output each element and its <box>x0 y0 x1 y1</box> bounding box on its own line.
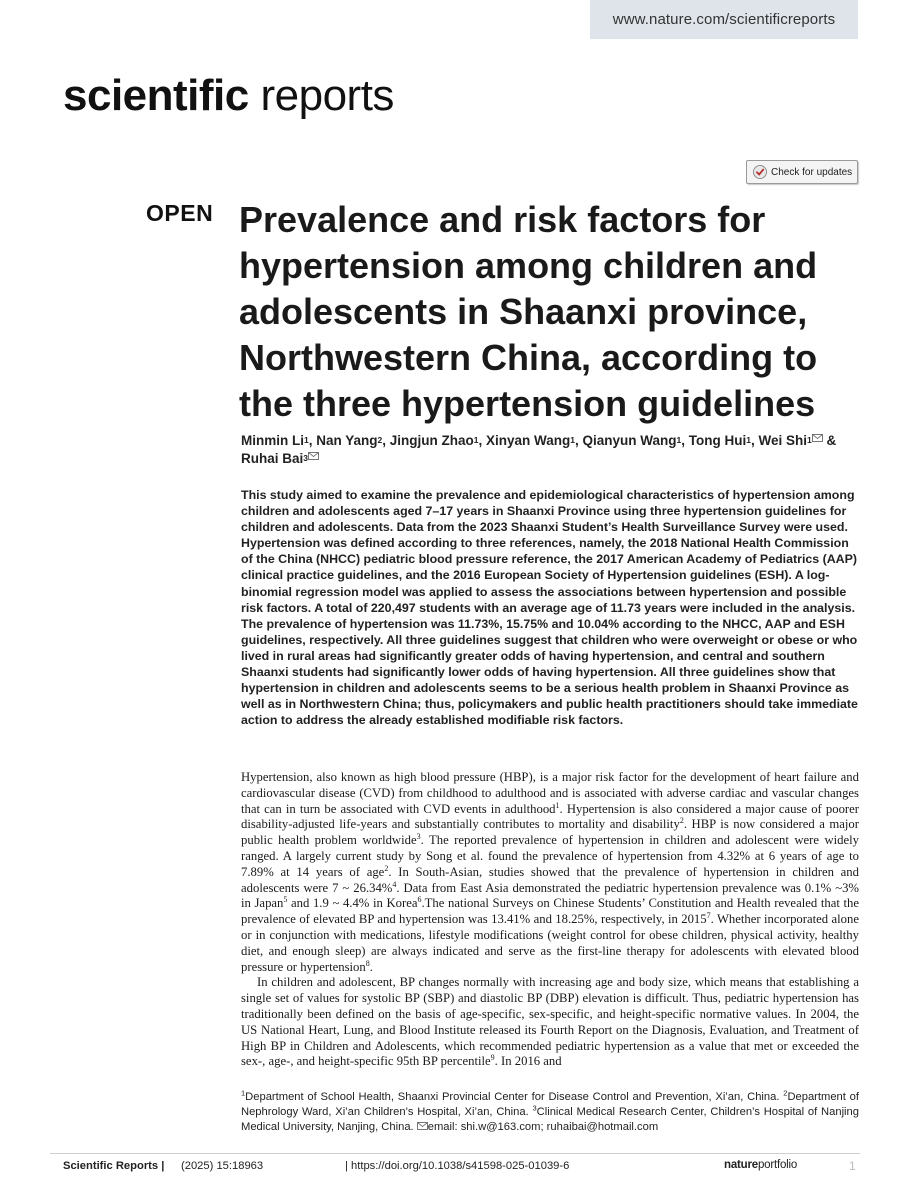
author[interactable] <box>316 433 382 448</box>
author-separator: & <box>822 433 837 448</box>
body-text: . In South-Asian, studies showed that the prevalence of hypertension in children and adolescents were 7 ~ 26.34% <box>241 864 859 895</box>
journal-logo-bold: scientific <box>63 71 249 120</box>
check-for-updates-button[interactable] <box>746 160 858 184</box>
body-superscript: 9 <box>490 1053 495 1063</box>
author-list <box>241 432 861 468</box>
author[interactable] <box>390 433 479 448</box>
author-separator: , <box>575 433 583 448</box>
journal-url[interactable]: www.nature.com/scientificreports <box>590 0 858 39</box>
author-separator: , <box>382 433 390 448</box>
page-number: 1 <box>849 1159 856 1173</box>
body-superscript: 1 <box>555 800 560 810</box>
body-text: . Whether incorporated alone or in conjunction with medications, lifestyle modifications (weight control for obese children, physical activity, healthy diet, and enough sleep) are always indicated and serve as the first-line therapy for adolescents with elevated blood pressure or hypertension <box>241 912 859 974</box>
author-name: Minmin Li <box>241 433 304 448</box>
open-access-label: OPEN <box>146 200 214 226</box>
corresponding-author-email-icon <box>308 452 319 460</box>
body-text: Hypertension, also known as high blood pressure (HBP), is a major risk factor for the development of heart failure and cardiovascular disease (CVD) from childhood to adulthood and is associated with adverse cardiac and vascular changes that can in turn be associated with CVD events in adulthood <box>241 770 859 816</box>
author-affiliation: 2 <box>377 435 383 445</box>
author[interactable] <box>759 433 823 448</box>
author-name: Nan Yang <box>316 433 378 448</box>
body-text: .The national Surveys on Chinese Students’ Constitution and Health revealed that the prevalence of elevated BP and hypertension was 13.41% and 18.25%, respectively, in 2015 <box>241 896 859 927</box>
body-text <box>241 770 859 1070</box>
article-title: Prevalence and risk factors for hypertension among children and adolescents in Shaanxi province, Northwestern China, according to the three hypertension guidelines <box>239 199 818 424</box>
author-name: Qianyun Wang <box>582 433 677 448</box>
author[interactable] <box>689 433 751 448</box>
author[interactable] <box>241 451 319 466</box>
footer-journal-name: Scientific Reports | <box>63 1160 165 1172</box>
crossmark-icon <box>753 165 767 179</box>
body-superscript: 3 <box>416 831 421 841</box>
author[interactable] <box>583 433 682 448</box>
affiliations <box>241 1090 859 1135</box>
body-superscript: 2 <box>384 863 389 873</box>
email-icon <box>417 1122 428 1130</box>
author-separator: , <box>308 433 317 448</box>
body-superscript: 7 <box>706 910 711 920</box>
body-text: . Data from East Asia demonstrated the pediatric hypertension prevalence was 0.1% ~3% in Japan <box>241 880 859 911</box>
body-text: . Hypertension is also considered a major cause of poorer disability-adjusted life-years and substantially contributes to mortality and disability <box>241 801 859 832</box>
author-affiliation: 1 <box>304 435 309 445</box>
author-separator: , <box>478 433 487 448</box>
author-name: Wei Shi <box>758 433 808 448</box>
check-for-updates-label: Check for updates <box>771 166 853 178</box>
affiliation-text: Department of Nephrology Ward, Xi’an Children’s Hospital, Xi’an, China. <box>241 1091 860 1118</box>
author-affiliation: 1 <box>570 435 576 445</box>
body-paragraph <box>241 975 859 1070</box>
footer-divider <box>50 1153 860 1154</box>
page-footer <box>63 1160 858 1176</box>
body-paragraph <box>241 770 859 975</box>
author-affiliation: 1 <box>676 435 682 445</box>
author-separator: , <box>751 433 759 448</box>
affiliation-superscript: 2 <box>783 1088 788 1098</box>
author-name: Tong Hui <box>688 433 747 448</box>
body-superscript: 8 <box>365 958 370 968</box>
body-text: . HBP is now considered a major public health problem worldwide <box>241 817 859 848</box>
author-name: Ruhai Bai <box>241 451 304 466</box>
body-superscript: 6 <box>417 895 422 905</box>
author-name: Jingjun Zhao <box>389 433 474 448</box>
abstract: This study aimed to examine the prevalence and epidemiological characteristics of hypertension among children and adolescents aged 7–17 years in Shaanxi Province using three hypertension guidelines for children and adolescents. Data from the 2023 Shaanxi Student’s Health Surveillance Survey were used. Hypertension was defined according to three references, namely, the 2018 National Health Commission of the China (NHCC) pediatric blood pressure reference, the 2017 American Academy of Pediatrics (AAP) clinical practice guidelines, and the 2016 European Society of Hypertension guidelines (ESH). A log-binomial regression model was applied to assess the associations between hypertension and possible risk factors. A total of 220,497 students with an average age of 11.73 years were included in the analysis. The prevalence of hypertension was 11.73%, 15.75% and 10.04% according to the NHCC, AAP and ESH guidelines, respectively. All three guidelines suggest that children who were overweight or obese or who lived in rural areas had significantly greater odds of having hypertension, and central and southern Shaanxi students had significantly lower odds of having hypertension. All three guidelines show that hypertension in children and adolescents seems to be a serious health problem in Shaanxi Province as well as in Northwestern China; thus, policymakers and public health practitioners should take immediate action to address the already established modifiable risk factors. <box>241 488 858 728</box>
author-affiliation: 1 <box>807 435 812 445</box>
author-name: Xinyan Wang <box>486 433 571 448</box>
author[interactable] <box>241 433 309 448</box>
author-affiliation: 1 <box>746 435 752 445</box>
author-affiliation: 1 <box>473 435 479 445</box>
body-text: . The reported prevalence of hypertension in children and adolescent were widely ranged. A largely current study by Song et al. found the prevalence of hypertension from 4.32% at 6 years of age to 7.89% at 14 years of age <box>241 833 859 879</box>
affiliation-text: Clinical Medical Research Center, Children’s Hospital of Nanjing Medical University, Nanjing, China. <box>241 1106 859 1133</box>
affiliation-text: Department of School Health, Shaanxi Provincial Center for Disease Control and Prevention, Xi’an, China. <box>245 1091 784 1103</box>
body-text: . In 2016 and <box>494 1054 562 1069</box>
body-text: . <box>369 959 373 974</box>
body-superscript: 4 <box>392 879 397 889</box>
body-superscript: 5 <box>283 895 288 905</box>
body-text: In children and adolescent, BP changes normally with increasing age and body size, which means that establishing a single set of values for systolic BP (SBP) and diastolic BP (DBP) elevation is difficult. Thus, pediatric hypertension has traditionally been defined on the basis of age-specific, sex-specific, and height-specific normative values. In 2004, the US National Heart, Lung, and Blood Institute released its Fourth Report on the Diagnosis, Evaluation, and Treatment of High BP in Children and Adolescents, which recommended pediatric hypertension as a value that met or exceeded the sex-, age-, and height-specific 95th BP percentile <box>241 975 859 1069</box>
journal-logo-light: reports <box>260 71 394 120</box>
affiliation-text: email: shi.w@163.com; ruhaibai@hotmail.com <box>427 1121 659 1133</box>
author-affiliation: 3 <box>303 453 308 463</box>
body-superscript: 2 <box>679 816 684 826</box>
affiliation-superscript: 1 <box>241 1088 246 1098</box>
corresponding-author-email-icon <box>812 434 823 442</box>
body-text: and 1.9 ~ 4.4% in Korea <box>287 896 418 911</box>
footer-citation: (2025) 15:18963 <box>181 1160 264 1172</box>
footer-doi-link[interactable]: | https://doi.org/10.1038/s41598-025-01039-6 <box>345 1160 570 1172</box>
journal-logo <box>63 71 394 120</box>
author-separator: , <box>681 433 689 448</box>
publisher-logo: natureportfolio <box>724 1159 798 1171</box>
author[interactable] <box>486 433 575 448</box>
affiliation-superscript: 3 <box>532 1103 537 1113</box>
